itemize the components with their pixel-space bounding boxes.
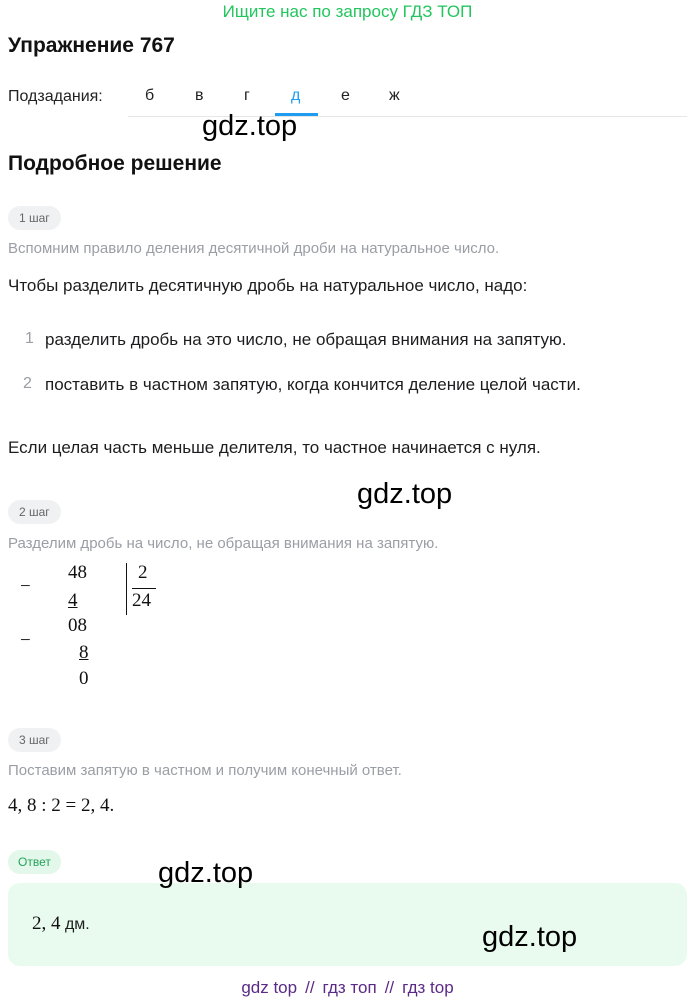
step-3-hint: Поставим запятую в частном и получим конечный ответ. <box>8 762 402 779</box>
footer-separator: // <box>305 978 315 997</box>
footer-links <box>0 978 695 998</box>
remainder-1: 08 <box>68 615 87 636</box>
tab-b[interactable]: б <box>145 87 155 104</box>
final-equation: 4, 8 : 2 = 2, 4. <box>8 795 115 816</box>
step-1-hint: Вспомним правило деления десятичной дроби на натуральное число. <box>8 240 500 257</box>
watermark: gdz.top <box>482 921 578 953</box>
list-item-text: поставить в частном запятую, когда кончится деление целой части. <box>45 375 581 394</box>
division-bar <box>126 563 127 615</box>
search-banner: Ищите нас по запросу ГДЗ ТОП <box>222 2 473 21</box>
divisor: 2 <box>138 562 148 583</box>
answer-unit: дм. <box>64 916 90 933</box>
solution-heading: Подробное решение <box>8 152 222 175</box>
tab-d[interactable]: д <box>291 87 301 104</box>
long-division <box>0 560 200 695</box>
answer-badge: Ответ <box>8 850 61 874</box>
remainder-2: 0 <box>79 668 89 689</box>
list-item-text: разделить дробь на это число, не обращая внимания на запятую. <box>45 330 567 349</box>
list-item <box>25 330 34 348</box>
footer-link-gdz-top[interactable]: gdz top <box>241 978 298 997</box>
answer-number: 2, 4 <box>32 913 61 934</box>
step-1-badge: 1 шаг <box>8 206 61 230</box>
step-2-hint: Разделим дробь на число, не обращая внимания на запятую. <box>8 535 439 552</box>
quotient: 24 <box>132 590 151 611</box>
dividend: 48 <box>68 562 87 583</box>
footer-separator: // <box>384 978 395 997</box>
list-number: 2 <box>23 375 32 392</box>
step-1-note: Если целая часть меньше делителя, то частное начинается с нуля. <box>8 438 541 457</box>
subtrahend-1: 4 <box>68 590 78 611</box>
list-item <box>23 375 32 393</box>
footer-link-gdz-top-ru[interactable]: гдз топ <box>322 978 377 997</box>
minus-sign: − <box>20 576 31 597</box>
list-number: 1 <box>25 330 34 347</box>
step-1-intro: Чтобы разделить десятичную дробь на натуральное число, надо: <box>8 276 528 295</box>
tab-g[interactable]: г <box>244 87 250 104</box>
watermark: gdz.top <box>202 110 298 142</box>
watermark: gdz.top <box>357 478 453 510</box>
tab-v[interactable]: в <box>195 87 204 104</box>
minus-sign: − <box>20 630 31 651</box>
page-title: Упражнение 767 <box>8 34 175 57</box>
footer-link-gdz-top-mixed[interactable]: гдз top <box>402 978 454 997</box>
tab-zh[interactable]: ж <box>389 87 400 104</box>
step-2-badge: 2 шаг <box>8 500 61 524</box>
tab-e[interactable]: е <box>341 87 350 104</box>
watermark: gdz.top <box>158 857 254 889</box>
subtrahend-2: 8 <box>79 642 89 663</box>
answer-value <box>32 913 90 935</box>
subtasks-label: Подзадания: <box>8 88 103 105</box>
answer-box <box>8 883 687 966</box>
quotient-line <box>132 588 156 589</box>
step-3-badge: 3 шаг <box>8 728 61 752</box>
